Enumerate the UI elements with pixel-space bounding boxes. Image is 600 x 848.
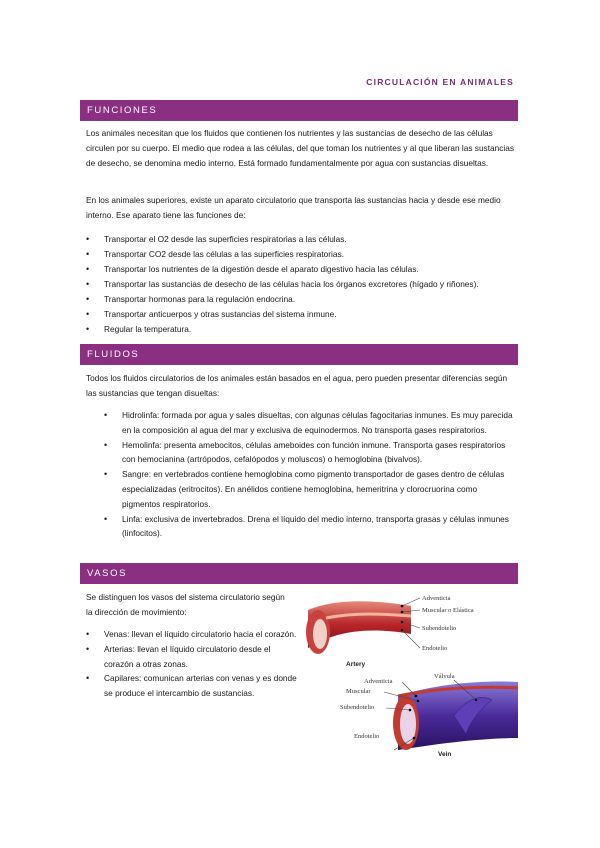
list-item: • Sangre: en vertebrados contiene hemoglobina como pigmento transportador de gases dentro de células especializadas (eritrocitos). En anélidos contiene hemoglobina, hemeritrina y clorocruorina como pigmentos respiratorios. bbox=[104, 467, 516, 511]
funciones-paragraph-2: En los animales superiores, existe un aparato circulatorio que transporta las sustancias hacia y desde ese medio interno. Ese aparato tiene las funciones de: bbox=[86, 195, 501, 220]
vein-label-muscular: Muscular bbox=[346, 688, 371, 695]
fluidos-intro: Todos los fluidos circulatorios de los animales están basados en el agua, pero pueden presentar diferencias según las sustancias que tengan disueltas: bbox=[86, 373, 508, 398]
list-item: • Hidrolinfa: formada por agua y sales disueltas, con algunas células fagocitarias inmunes. Es muy parecida en la composición al agua del mar y exclusiva de equinodermos. No transporta gases respiratorios. bbox=[104, 408, 516, 438]
list-item: • Linfa: exclusiva de invertebrados. Drena el líquido del medio interno, transporta grasas y células inmunes (linfocitos). bbox=[104, 512, 516, 542]
list-item: • Transportar CO2 desde las células a las superficies respiratorias. bbox=[86, 247, 516, 262]
list-item: • Hemolinfa: presenta amebocitos, células ameboides con función inmune. Transporta gases respiratorios con hemocianina (artrópodos, cefalópodos y moluscos) o hemoglobina (bivalvos). bbox=[104, 438, 516, 468]
vein-label-adventicia: Adventicia bbox=[364, 678, 393, 685]
artery-label-muscular: Muscular o Elástica bbox=[422, 607, 474, 614]
fluidos-list bbox=[104, 408, 516, 541]
vein-illustration bbox=[340, 673, 518, 758]
artery-label-adventicia: Adventicia bbox=[422, 595, 451, 602]
list-item: • Capilares: comunican arterias con venas y es donde se produce el intercambio de sustancias. bbox=[86, 671, 298, 701]
list-item: • Transportar anticuerpos y otras sustancias del sistema inmune. bbox=[86, 307, 516, 322]
vein-label-valvula: Válvula bbox=[434, 673, 455, 680]
section-title-vasos: VASOS bbox=[87, 568, 128, 579]
artery-label-endotelio: Endotelio bbox=[422, 645, 448, 652]
vessel-diagram bbox=[306, 588, 520, 758]
list-item: • Regular la temperatura. bbox=[86, 322, 516, 337]
vein-caption: Vein bbox=[438, 751, 452, 758]
section-header-fluidos bbox=[80, 344, 518, 365]
artery-caption: Artery bbox=[346, 661, 366, 668]
list-item: • Transportar el O2 desde las superficies respiratorias a las células. bbox=[86, 232, 516, 247]
funciones-list bbox=[86, 232, 516, 337]
section-header-vasos bbox=[80, 563, 518, 584]
list-item: • Arterias: llevan el líquido circulatorio desde el corazón a otras zonas. bbox=[86, 642, 298, 672]
list-item: • Venas: llevan el líquido circulatorio hacia el corazón. bbox=[86, 627, 298, 642]
list-item: • Transportar las sustancias de desecho de las células hacia los órganos excretores (hígado y riñones). bbox=[86, 277, 516, 292]
artery-illustration bbox=[306, 595, 474, 668]
section-title-funciones: FUNCIONES bbox=[87, 105, 158, 116]
vasos-intro: Se distinguen los vasos del sistema circulatorio según la dirección de movimiento: bbox=[86, 592, 285, 617]
section-title-fluidos: FLUIDOS bbox=[87, 349, 140, 360]
list-item: • Transportar hormonas para la regulación endocrina. bbox=[86, 292, 516, 307]
section-header-funciones bbox=[80, 100, 518, 121]
page-header-title: CIRCULACIÓN EN ANIMALES bbox=[366, 77, 514, 87]
funciones-paragraph-1: Los animales necesitan que los fluidos que contienen los nutrientes y las sustancias de desecho de las células circulen por su cuerpo. El medio que rodea a las células, del que toman los nutrientes y al que liberan las sustancias de desecho, se denomina medio interno. Está formado fundamentalmente por agua con sustancias disueltas. bbox=[86, 128, 514, 168]
vein-label-endotelio: Endotelio bbox=[354, 733, 380, 740]
vein-label-subendotelio: Subendotelio bbox=[340, 704, 375, 711]
vasos-list bbox=[86, 627, 298, 701]
list-item: • Transportar los nutrientes de la digestión desde el aparato digestivo hacia las células. bbox=[86, 262, 516, 277]
artery-label-subendotelio: Subendotelio bbox=[422, 625, 457, 632]
